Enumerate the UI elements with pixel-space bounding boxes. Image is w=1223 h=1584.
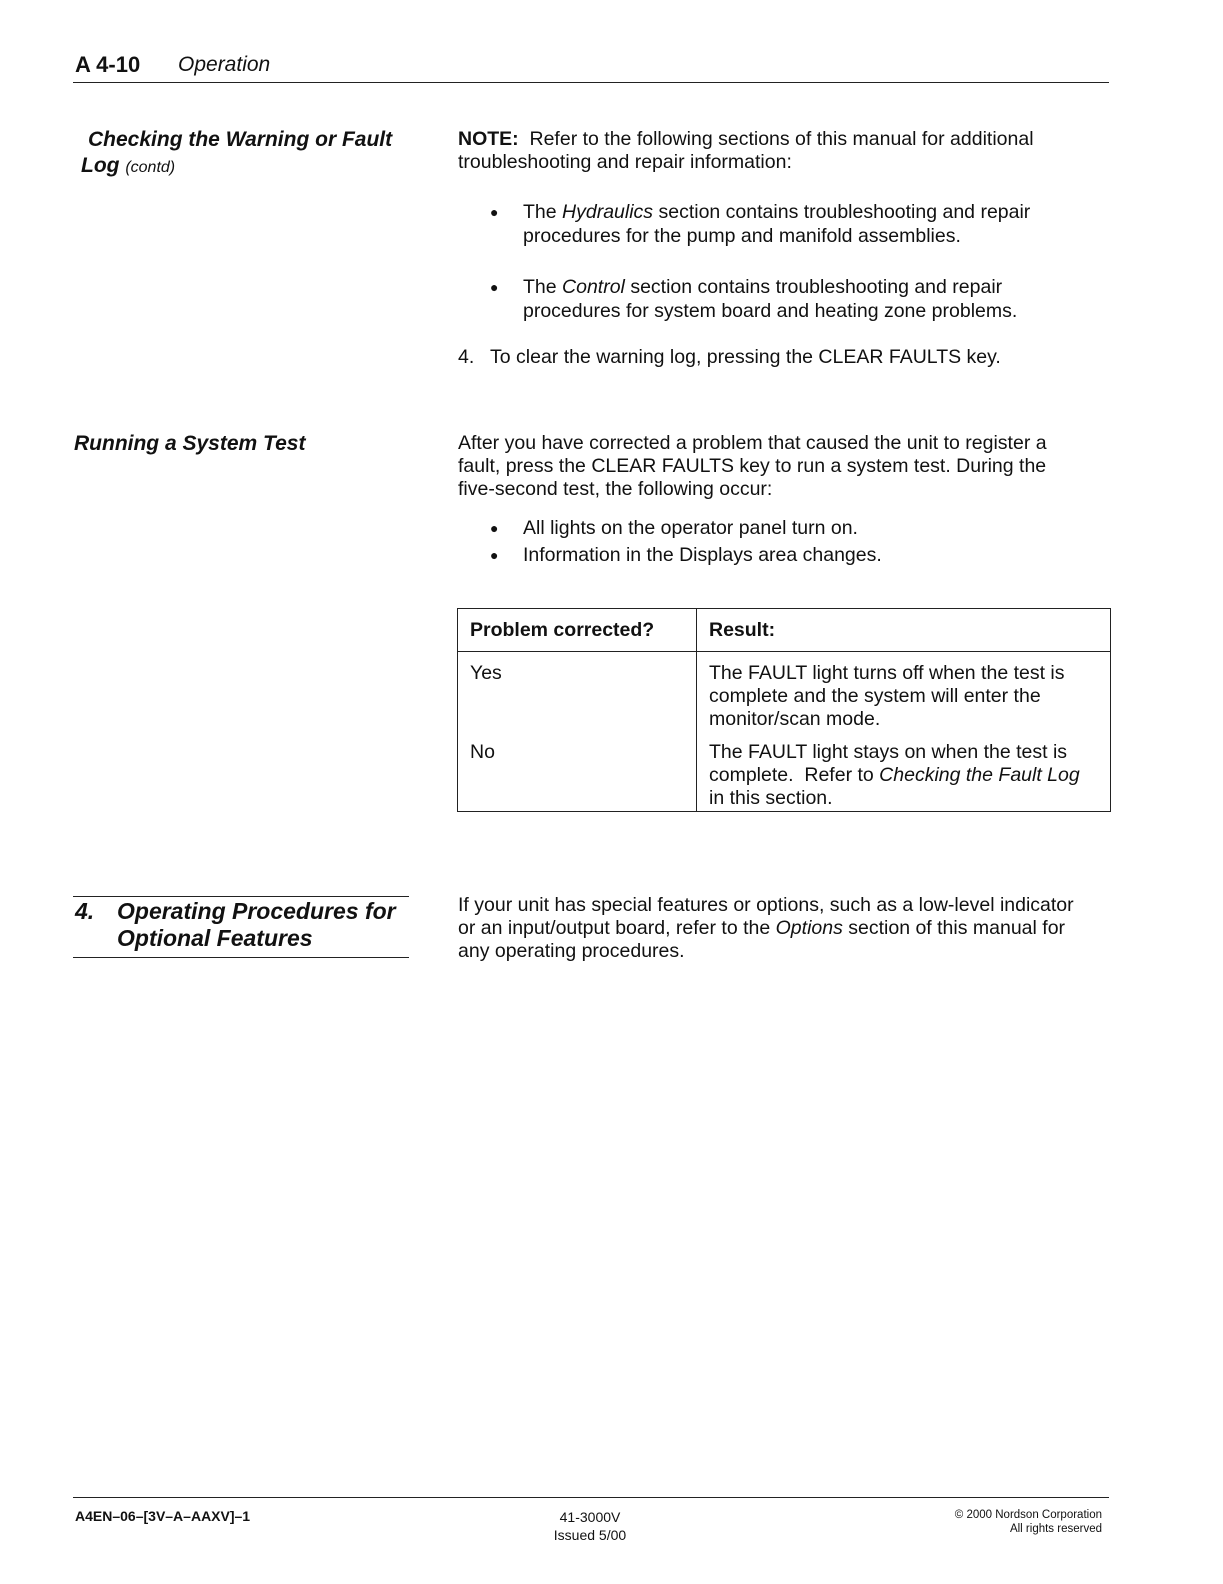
control-em: Control: [562, 276, 625, 298]
issued-date: Issued 5/00: [553, 1527, 627, 1543]
control-bullet: [490, 275, 1103, 323]
options-em: Options: [775, 917, 843, 939]
step-4-number: 4.: [458, 346, 475, 368]
answer-cell: No: [458, 741, 697, 812]
answer-cell: Yes: [458, 652, 697, 742]
bullet-pre: The: [523, 276, 563, 298]
table-row: [458, 652, 1111, 742]
result-line: [709, 764, 1098, 787]
intro-line3: five-second test, the following occur:: [458, 478, 773, 500]
result-line: complete and the system will enter the: [709, 685, 1041, 707]
bullet-line2: procedures for the pump and manifold assemblies.: [523, 225, 961, 247]
section-rule-top: [73, 896, 409, 897]
heading-line2: Optional Features: [117, 925, 313, 951]
bullet-post: section contains troubleshooting and repair: [653, 201, 1031, 223]
opt-line1: If your unit has special features or options, such as a low-level indicator: [458, 894, 1074, 916]
optional-features-text: [458, 894, 1108, 963]
result-table: [457, 608, 1111, 812]
note-label: NOTE:: [458, 128, 519, 150]
doc-code: A4EN–06–[3V–A–AAXV]–1: [75, 1508, 251, 1524]
checking-log-heading-2: [81, 153, 175, 181]
bullet-pre: The: [523, 201, 563, 223]
footer-right: [900, 1508, 1102, 1536]
bullet-icon: ●: [490, 520, 499, 536]
section-title: Operation: [178, 53, 271, 76]
system-test-intro: [458, 432, 1108, 501]
column-header-result: Result:: [697, 609, 1111, 652]
opt-line2-pre: or an input/output board, refer to the: [458, 917, 776, 939]
opt-line3: any operating procedures.: [458, 940, 685, 962]
bullet-line2: procedures for system board and heating zone problems.: [523, 300, 1018, 322]
note-text-line1: Refer to the following sections of this manual for additional: [518, 128, 1034, 150]
checking-log-heading-line1: Checking the Warning or Fault: [88, 128, 393, 151]
footer-center: [540, 1508, 640, 1544]
result-text: complete. Refer to: [709, 764, 880, 786]
result-cell: [697, 652, 1111, 742]
intro-line2: fault, press the CLEAR FAULTS key to run a system test. During the: [458, 455, 1047, 477]
result-cell: [697, 741, 1111, 812]
note-text-line2: troubleshooting and repair information:: [458, 151, 792, 173]
checking-log-heading-line2: Log: [81, 154, 120, 177]
section-number: 4.: [75, 898, 95, 924]
bullet-post: section contains troubleshooting and repair: [624, 276, 1003, 298]
opt-line2: [458, 917, 1108, 940]
step-4-text: To clear the warning log, pressing the CLEAR FAULTS key.: [490, 346, 1001, 368]
bullet-icon: ●: [490, 279, 499, 295]
hydraulics-bullet: [490, 200, 1103, 248]
table-header-row: [458, 609, 1111, 652]
displays-bullet-text: Information in the Displays area changes.: [523, 544, 882, 566]
header-rule: [73, 82, 1109, 83]
note-paragraph: [458, 128, 1098, 174]
system-test-heading: Running a System Test: [74, 432, 306, 455]
contd-label: (contd): [125, 159, 176, 176]
part-number: 41-3000V: [559, 1509, 621, 1525]
fault-log-reference: Checking the Fault Log: [879, 764, 1080, 786]
optional-features-heading: [75, 898, 396, 952]
result-line: in this section.: [709, 787, 833, 809]
lights-bullet: [490, 516, 858, 540]
table-row: [458, 741, 1111, 812]
checking-log-heading: [88, 127, 392, 153]
opt-line2-post: section of this manual for: [842, 917, 1066, 939]
lights-bullet-text: All lights on the operator panel turn on.: [523, 517, 858, 539]
result-line: The FAULT light turns off when the test is: [709, 662, 1065, 684]
footer-rule: [73, 1497, 1109, 1498]
bullet-icon: ●: [490, 547, 499, 563]
heading-line1: Operating Procedures for: [117, 898, 396, 924]
section-rule-bottom: [73, 957, 409, 958]
column-header-problem: Problem corrected?: [458, 609, 697, 652]
result-line: The FAULT light stays on when the test is: [709, 741, 1068, 763]
copyright: © 2000 Nordson Corporation: [954, 1509, 1102, 1521]
hydraulics-em: Hydraulics: [562, 201, 654, 223]
result-line: monitor/scan mode.: [709, 708, 881, 730]
bullet-icon: ●: [490, 204, 499, 220]
intro-line1: After you have corrected a problem that caused the unit to register a: [458, 432, 1047, 454]
page-number: A 4-10: [75, 52, 141, 77]
displays-bullet: [490, 543, 882, 567]
rights-reserved: All rights reserved: [1009, 1523, 1102, 1535]
